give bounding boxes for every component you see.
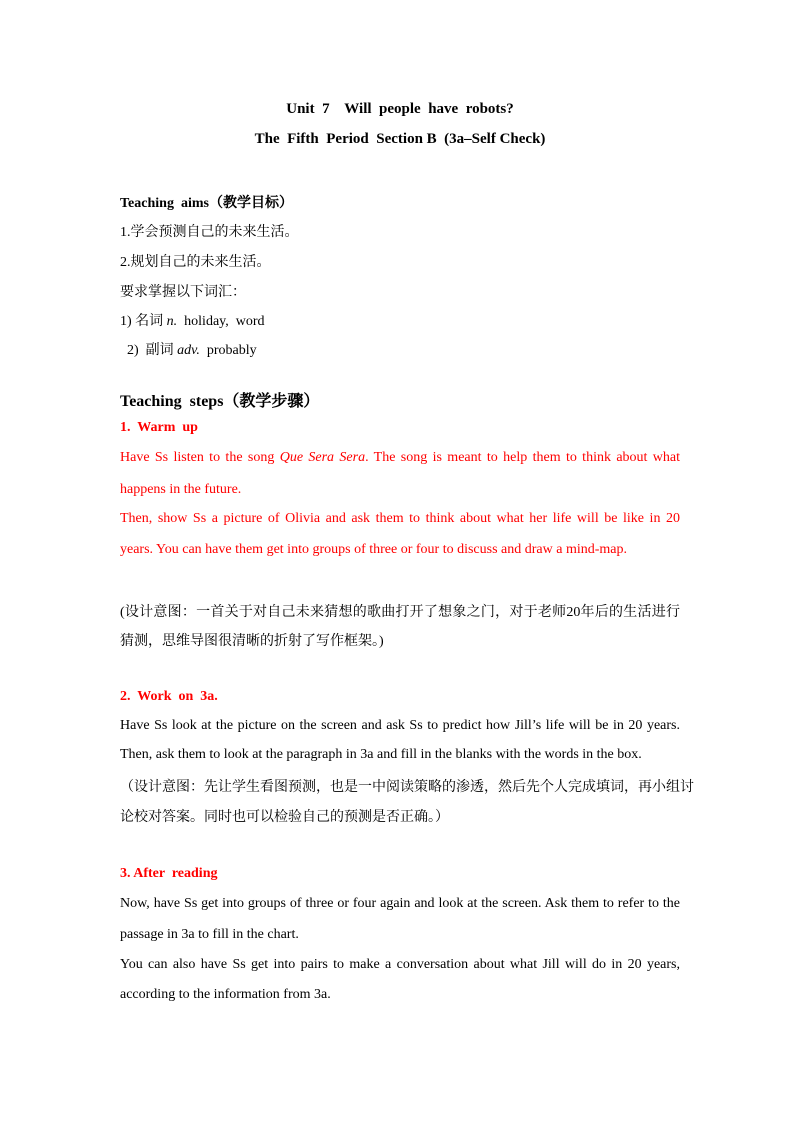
work3a-heading: 2. Work on 3a. (120, 689, 218, 704)
song-title: Que Sera Sera (279, 450, 366, 465)
warmup-paragraph-1-line-1 (120, 450, 680, 466)
vocab-item-2-words: probably (199, 343, 257, 358)
document-title: Unit 7 Will people have robots? (286, 101, 514, 117)
warmup-intent-line-1: (设计意图：一首关于对自己未来猜想的歌曲打开了想象之门，对于老师20年后的生活进行 (120, 605, 680, 620)
vocab-intro: 要求掌握以下词汇： (120, 285, 246, 300)
after-reading-heading: 3. After reading (120, 866, 218, 881)
work3a-intent-line-2: 论校对答案。同时也可以检验自己的预测是否正确。） (120, 810, 449, 825)
vocab-item-1 (120, 310, 265, 330)
work3a-intent-line-1: （设计意图：先让学生看图预测，也是一中阅读策略的渗透，然后先个人完成填词，再小组讨 (120, 780, 694, 795)
warmup-paragraph-1-line-2: happens in the future. (120, 482, 242, 497)
vocab-item-2-pos: adv. (177, 343, 200, 358)
aims-heading: Teaching aims（教学目标） (120, 196, 293, 211)
after-paragraph-1-line-2: passage in 3a to fill in the chart. (120, 927, 299, 942)
vocab-item-2-label: 2) 副词 (120, 343, 174, 358)
vocab-item-2 (120, 339, 257, 359)
warmup-heading: 1. Warm up (120, 420, 198, 435)
document-subtitle: The Fifth Period Section B (3a–Self Check) (254, 131, 546, 147)
vocab-item-1-label: 1) 名词 (120, 314, 164, 329)
warmup-paragraph-2-line-2: years. You can have them get into groups of three or four to discuss and draw a mind-map. (120, 542, 627, 557)
aim-item-1: 1.学会预测自己的未来生活。 (120, 225, 299, 240)
steps-heading: Teaching steps（教学步骤） (120, 393, 320, 410)
vocab-item-1-pos: n. (166, 314, 178, 329)
after-paragraph-2-line-2: according to the information from 3a. (120, 987, 331, 1002)
work3a-line-1: Have Ss look at the picture on the screen and ask Ss to predict how Jill’s life will be in 20 years. (120, 718, 680, 733)
work3a-line-2: Then, ask them to look at the paragraph in 3a and fill in the blanks with the words in the box. (120, 747, 642, 762)
warmup-text-b: . The song is meant to help them to think about what (365, 450, 681, 465)
after-paragraph-2-line-1: You can also have Ss get into pairs to make a conversation about what Jill will do in 20 years, (120, 957, 680, 972)
after-paragraph-1-line-1: Now, have Ss get into groups of three or four again and look at the screen. Ask them to refer to the (120, 896, 680, 911)
aim-item-2: 2.规划自己的未来生活。 (120, 255, 271, 270)
vocab-item-1-words: holiday, word (177, 314, 265, 329)
warmup-intent-line-2: 猜测，思维导图很清晰的折射了写作框架。) (120, 634, 384, 649)
warmup-text-a: Have Ss listen to the song (120, 450, 280, 465)
warmup-paragraph-2-line-1: Then, show Ss a picture of Olivia and ask them to think about what her life will be like in 20 (120, 511, 680, 526)
